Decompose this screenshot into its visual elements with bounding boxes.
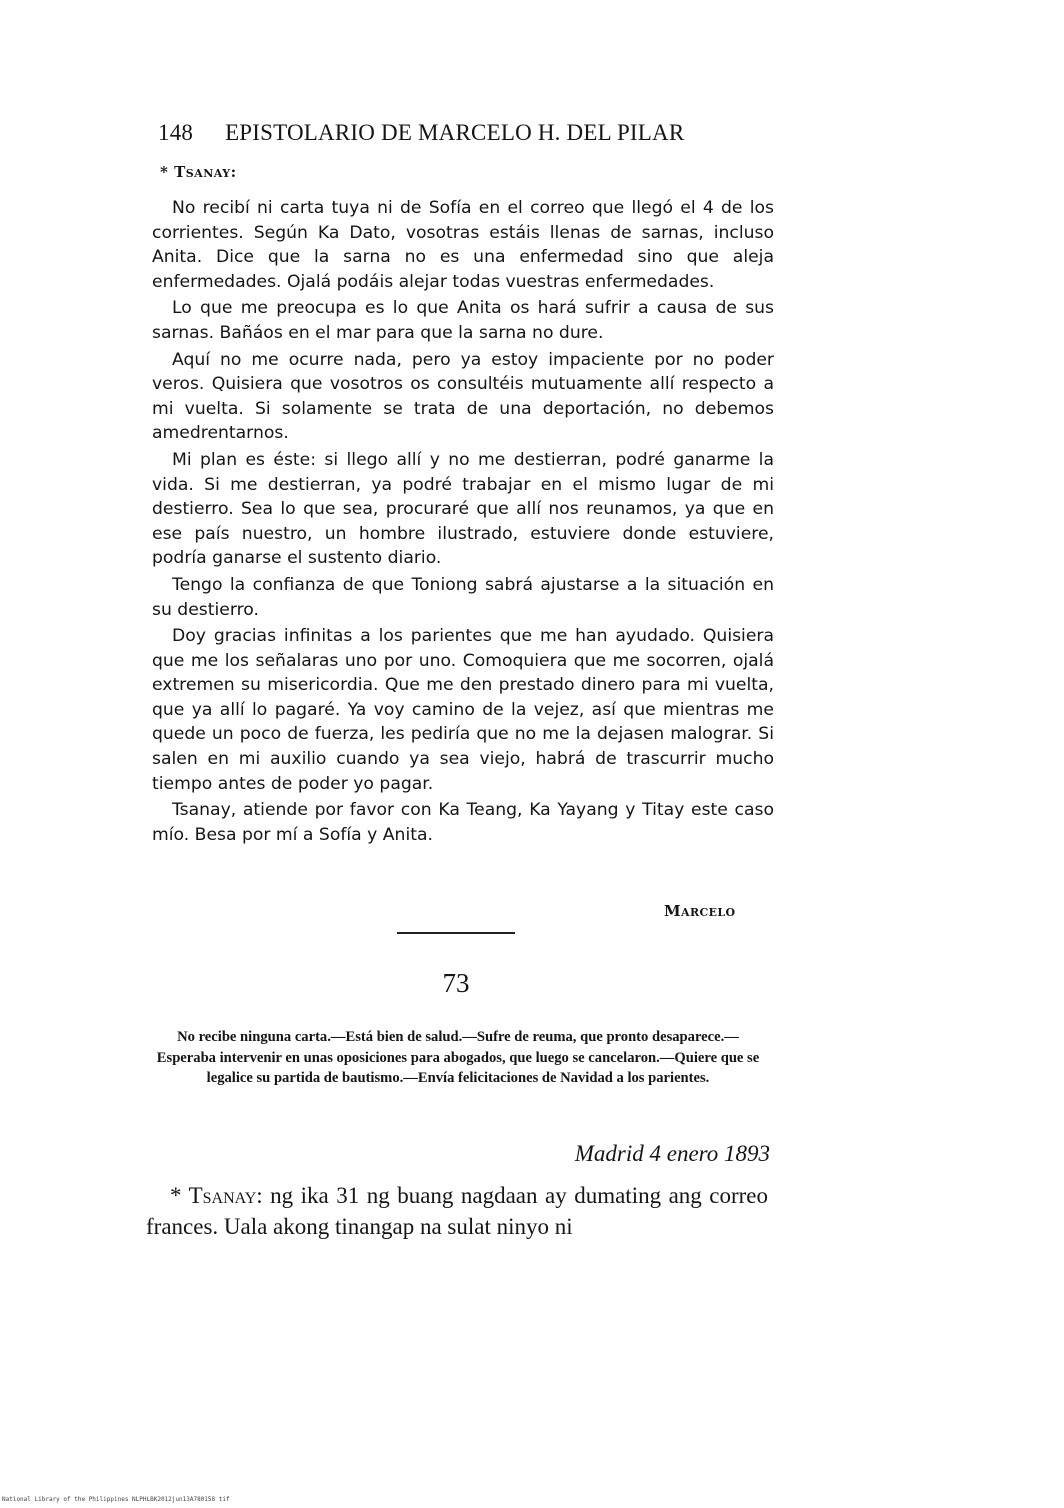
opening-paragraph xyxy=(146,1180,768,1242)
page-number: 148 xyxy=(158,120,194,145)
opening-text: ng ika 31 ng buang nagdaan ay dumating ang correo frances. Uala akong tinangap na sulat ninyo ni xyxy=(146,1183,768,1239)
paragraph: Mi plan es éste: si llego allí y no me destierran, podré ganarme la vida. Si me destierran, ya podré trabajar en el mismo lugar de mi destierro. Sea lo que sea, procuraré que allí nos reunamos, ya que en ese país nuestro, un hombre ilustrado, estuviere donde estuviere, podría ganarse el sustento diario. xyxy=(152,449,774,569)
letter-number: 73 xyxy=(442,968,470,998)
paragraph: Tengo la confianza de que Toniong sabrá ajustarse a la situación en su destierro. xyxy=(152,574,774,620)
letter-summary: No recibe ninguna carta.—Está bien de salud.—Sufre de reuma, que pronto desaparece.—Esperaba intervenir en unas oposiciones para abogados, que luego se cancelaron.—Quiere que se legalice su partida de bautismo.—Envía felicitaciones de Navidad a los parientes. xyxy=(156,1029,760,1086)
paragraph: Tsanay, atiende por favor con Ka Teang, Ka Yayang y Titay este caso mío. Besa por mí a Sofía y Anita. xyxy=(152,800,774,845)
section-divider xyxy=(397,932,515,934)
signature: Marcelo xyxy=(664,902,736,920)
letter-body xyxy=(152,196,774,849)
dateline: Madrid 4 enero 1893 xyxy=(574,1141,770,1166)
running-header xyxy=(158,120,718,146)
salutation: * Tsanay: xyxy=(160,163,237,181)
paragraph: Aquí no me ocurre nada, pero ya estoy impaciente por no poder veros. Quisiera que vosotros os consultéis mutuamente allí respecto a mi vuelta. Si solamente se trata de una deportación, no debemos amedrentarnos. xyxy=(152,349,774,444)
letter-opening xyxy=(146,1180,768,1242)
opening-salutation: * Tsanay: xyxy=(170,1183,263,1208)
running-title: EPISTOLARIO DE MARCELO H. DEL PILAR xyxy=(225,120,685,145)
paragraph: No recibí ni carta tuya ni de Sofía en el correo que llegó el 4 de los corrientes. Según Ka Dato, vosotras estáis llenas de sarnas, incluso Anita. Dice que la sarna no es una enfermedad sino que aleja enfermedades. Ojalá podáis alejar todas vuestras enfermedades. xyxy=(152,198,774,292)
scan-footer: National Library of the Philippines NLPHLBK2012jun13A780158 tif xyxy=(2,1496,230,1503)
paragraph: Lo que me preocupa es lo que Anita os hará sufrir a causa de sus sarnas. Bañáos en el mar para que la sarna no dure. xyxy=(152,298,774,343)
paragraph: Doy gracias infinitas a los parientes que me han ayudado. Quisiera que me los señalaras uno por uno. Comoquiera que me socorren, ojalá extremen su misericordia. Que me den prestado dinero para mi vuelta, que ya allí lo pagaré. Ya voy camino de la vejez, así que mientras me quede un poco de fuerza, les pediría que no me la dejasen malograr. Si salen en mi auxilio cuando ya sea viejo, habrá de trascurrir mucho tiempo antes de poder yo pagar. xyxy=(152,626,774,794)
